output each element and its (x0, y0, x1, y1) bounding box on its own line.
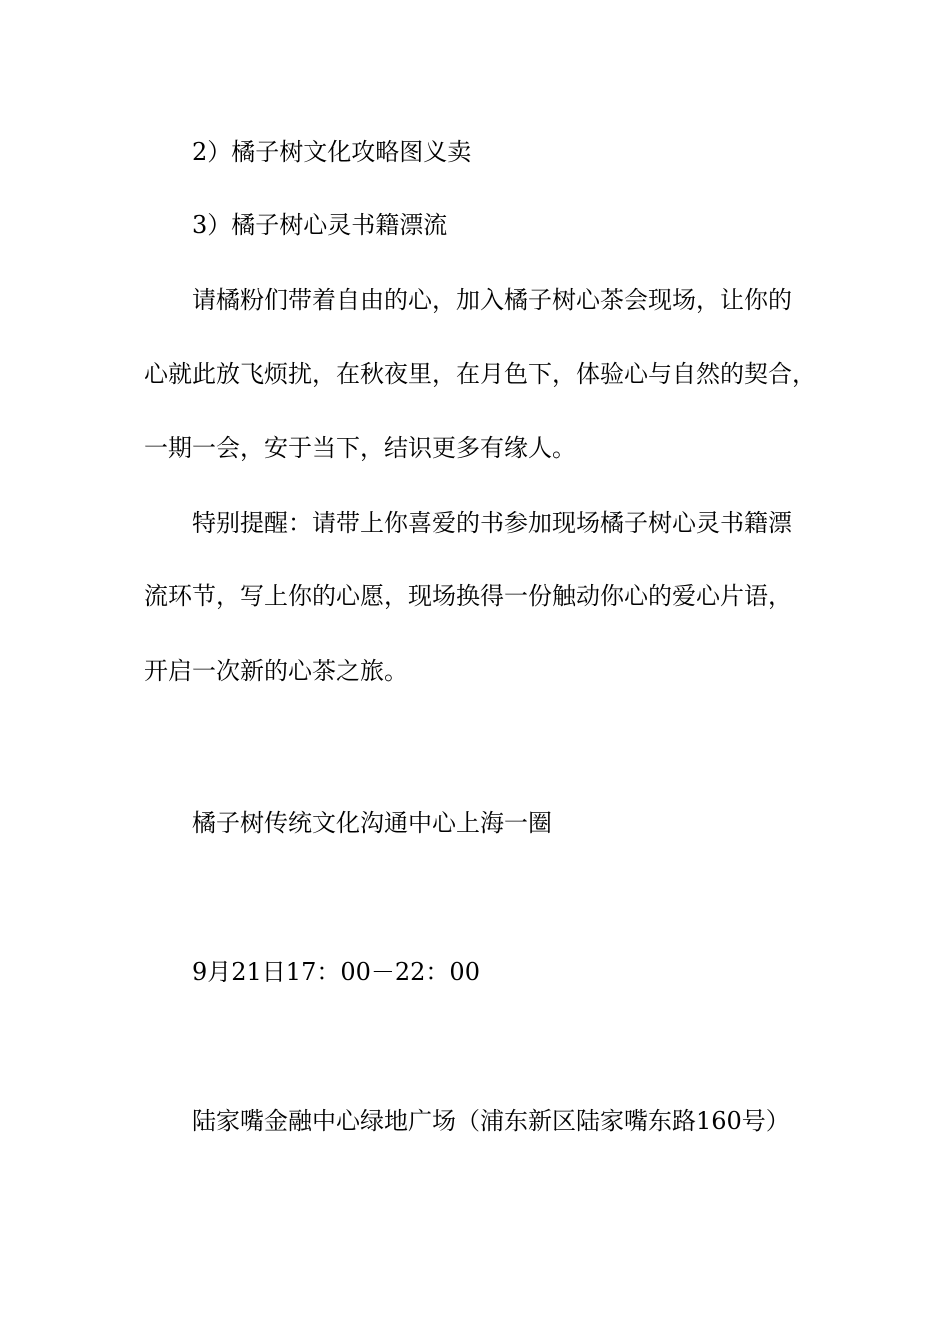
list-item-book-crossing: 3）橘子树心灵书籍漂流 (192, 211, 448, 239)
organizer-name: 橘子树传统文化沟通中心上海一圈 (192, 809, 552, 837)
paragraph-invitation-line-2: 心就此放飞烦扰，在秋夜里，在月色下，体验心与自然的契合， (144, 360, 816, 388)
paragraph-reminder-line-1: 特别提醒：请带上你喜爱的书参加现场橘子树心灵书籍漂 (192, 509, 792, 537)
paragraph-reminder-line-2: 流环节，写上你的心愿，现场换得一份触动你心的爱心片语， (144, 582, 792, 610)
paragraph-invitation-line-3: 一期一会，安于当下，结识更多有缘人。 (144, 434, 576, 462)
paragraph-invitation-line-1: 请橘粉们带着自由的心，加入橘子树心茶会现场，让你的 (192, 286, 792, 314)
list-item-charity-sale: 2）橘子树文化攻略图义卖 (192, 138, 472, 166)
event-datetime: 9月21日17：00－22：00 (192, 958, 480, 986)
event-location: 陆家嘴金融中心绿地广场（浦东新区陆家嘴东路160号） (192, 1107, 790, 1135)
paragraph-reminder-line-3: 开启一次新的心茶之旅。 (144, 657, 408, 685)
